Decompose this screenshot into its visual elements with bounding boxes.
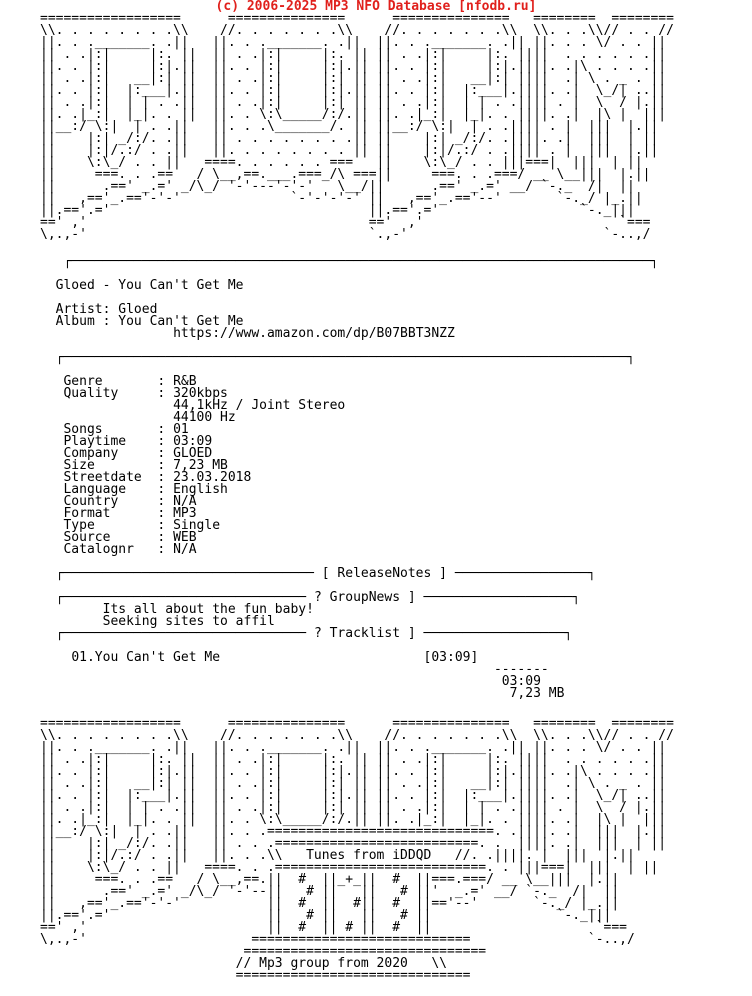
quality-value: 320kbps [173,386,228,401]
language-value: English [173,482,228,497]
total-size: 7,23 MB [509,686,565,701]
country-value: N/A [173,494,197,509]
ascii-logo-top: ================== =============== =============== ======== ======== \\. . . . . . . .\\ //. . . . . . .\\ //. . . . . . .\\ \\. . .\\// . . // ||. . ._______. .|| ||. . ._______. .|| ||. . ._______. .|| ||. . . \/ . . || || . .|:| |:. || || . .|:| |:. || || . .|:| |:. |||| . . . . . .|| ||. . |:| |:|.|| ||. . |:| |:|.|| ||. . |:| |:|.||||. .|\ . . . .|| || . .|:| __|:| || || . .|:| |:| || || . .|:| __|:| |||| .| \ . _ . || ||. . |:| |:___|.|| ||. . |:| |:|.|| ||. . |:| |:___|.||||. .| \_/| ..|| || . .|:| | | . .|| || . .|:| |:| || || . .|:| | | . .|||| . | \ / |.|| ||. .|_:| |_|. . || ||. . \:\_____/:/.|| ||. .|_:| |_|. . ||||. .| |\ | ||| ||__:/ \:| | . .|| ||. . .\_______/. || ||__:/ \:| | . .|||| . | ||| |.|| || |:| _/:/. .|| || . . . . . . . .|| || |:| _/:/. .||||. .| ||| | || || |:|/.:/ . .|| ||. . . . . . . . || || |:|/.:/ . .|||| . | ||| |.|| || \:\_/ . . || ====. . . . . . === || \:\_/ . . |||===| ||| | || || ===. . .== / \__,==.___.===_/\ ===|| ===. . .===/ __ \__||| |.|| || .==' _.=' _/\_/ '-'---'-'-' \__/|| .==' _.=' __/ `-._ /| || || ,=='_.=='-'-' `-'-'-'-' || ,=='_.=='--' `-._/ |_.|| ||.=='.=' ||.=='.=' `-._||| ==' ,' ==' ,' `=== \,.,-' `.,-' `-..,/ [40,11,674,242]
top-rule: ┌──────────────────────────────────────────────────────────────────────────┐ [63,254,659,269]
source-value: WEB [173,530,197,545]
playtime-value: 03:09 [173,434,213,449]
site-credit: (c) 2006-2025 MP3 NFO Database [nfodb.ru] [215,0,537,14]
genre-value: R&B [173,374,197,389]
details-rule: ┌────────────────────────────────────────────────────────────────────────┐ [55,350,635,365]
songs-value: 01 [173,422,189,437]
size-value: 7,23 MB [173,458,228,473]
release-url: https://www.amazon.com/dp/B07BBT3NZZ [173,326,455,341]
release-info: ┌──────────────────────────────────────────────────────────────────────────┐ Gloed - You Can't Get Me Artist: Gloed Album : You Can't Get Me https://www.amazon.com/dp/B07BBT3NZZ ┌────────────────────────────────────────────────────────────────────────┐ Genre : R&B Quality : 320kbps 44,1kHz / Joint Stereo 44100 Hz Songs : 01 Playtime : 03:09 Company : GLOED Size : 7,23 MB Streetdate : 23.03.2018 Language : English Country : N/A Format : MP3 Type : Single Source : WEB Catalognr : N/A ┌──────────────────────────────── [ ReleaseNotes ] ─────────────────┐ ┌─────────────────────────────── ? GroupNews ] ───────────────────┐ Its all about the fun baby! Seeking sites to affil ┌─────────────────────────────── ? Tracklist ] ──────────────────┐ 01.You Can't Get Me [03:09] ------- 03:09 7,23 MB [55,254,659,701]
artist-value: Gloed [118,302,158,317]
format-value: MP3 [173,506,197,521]
company-value: GLOED [173,446,213,461]
track-time: [03:09] [423,650,479,665]
quality-rate-value: 44100 Hz [173,410,236,425]
group-news-header: ? GroupNews ] [313,590,416,605]
release-notes-header: [ ReleaseNotes ] [321,566,447,581]
footer-group: // Mp3 group from 2020 [235,956,408,971]
type-value: Single [173,518,221,533]
quality-format-value: 44,1kHz / Joint Stereo [173,398,346,413]
album-value: You Can't Get Me [118,314,244,329]
release-title: Gloed - You Can't Get Me [55,278,244,293]
streetdate-value: 23.03.2018 [173,470,252,485]
group-news-line1: Its all about the fun baby! [102,602,314,617]
catalognr-value: N/A [173,542,197,557]
footer-tagline: Tunes from iDDQD [306,848,432,863]
group-news-line2: Seeking sites to affil [102,614,275,629]
tracklist-header: ? Tracklist ] [313,626,416,641]
total-time: 03:09 [501,674,541,689]
ascii-logo-bottom: ================== =============== =============== ======== ======== \\. . . . . . . .\\ //. . . . . . .\\ //. . . . . . .\\ \\. . .\\// . . // ||. . ._______. .|| ||. . ._______. .|| ||. . ._______. .|| ||. . . \/ . . || || . .|:| |:. || || . .|:| |:. || || . .|:| |:. |||| . . . . . .|| ||. . |:| |:|.|| ||. . |:| |:|.|| ||. . |:| |:|.||||. .|\ . . . .|| || . .|:| __|:| || || . .|:| |:| || || . .|:| __|:| |||| .| \ . _ . || ||. . |:| |:___|.|| ||. . |:| |:|.|| ||. . |:| |:___|.||||. .| \_/| ..|| || . .|:| | | . .|| || . .|:| |:| || || . .|:| | | . .|||| . | \ / |.|| ||. .|_:| |_|. . || ||. . \:\_____/:/.|| ||. .|_:| |_|. . ||||. .| |\ | ||| ||__:/ \:| | . .|| ||. . .=============================. .||||. .| ||| |.|| || |:| _/:/. .|| || . . .==========================. . ||||. .| ||| | || || |:|/.:/ . .|| ||. . .\\ Tunes from iDDQD //. .||||. | ||| |.|| || \:\_/ . . || ====. . .===========================. . |||===| ||| | || || ===. . .== / \__,==.|| # ||_+_|| # ||===.===/ __ \__||| |.|| || .==' _.=' _/\_/ '-'--|| # || || # ||' _.=' __/ `-._ /| || || ,=='_.=='-'-' || # || #|| # ||=='--' `-._/ |_.|| ||.=='.=' || # || || # || `-._||| ==' ,' || # || # || # || `=== \,.,-' ============================ `-..,/ =============================== // Mp3 group from 2020 \\ ============================== [40,716,674,983]
track-name: 01.You Can't Get Me [71,650,221,665]
